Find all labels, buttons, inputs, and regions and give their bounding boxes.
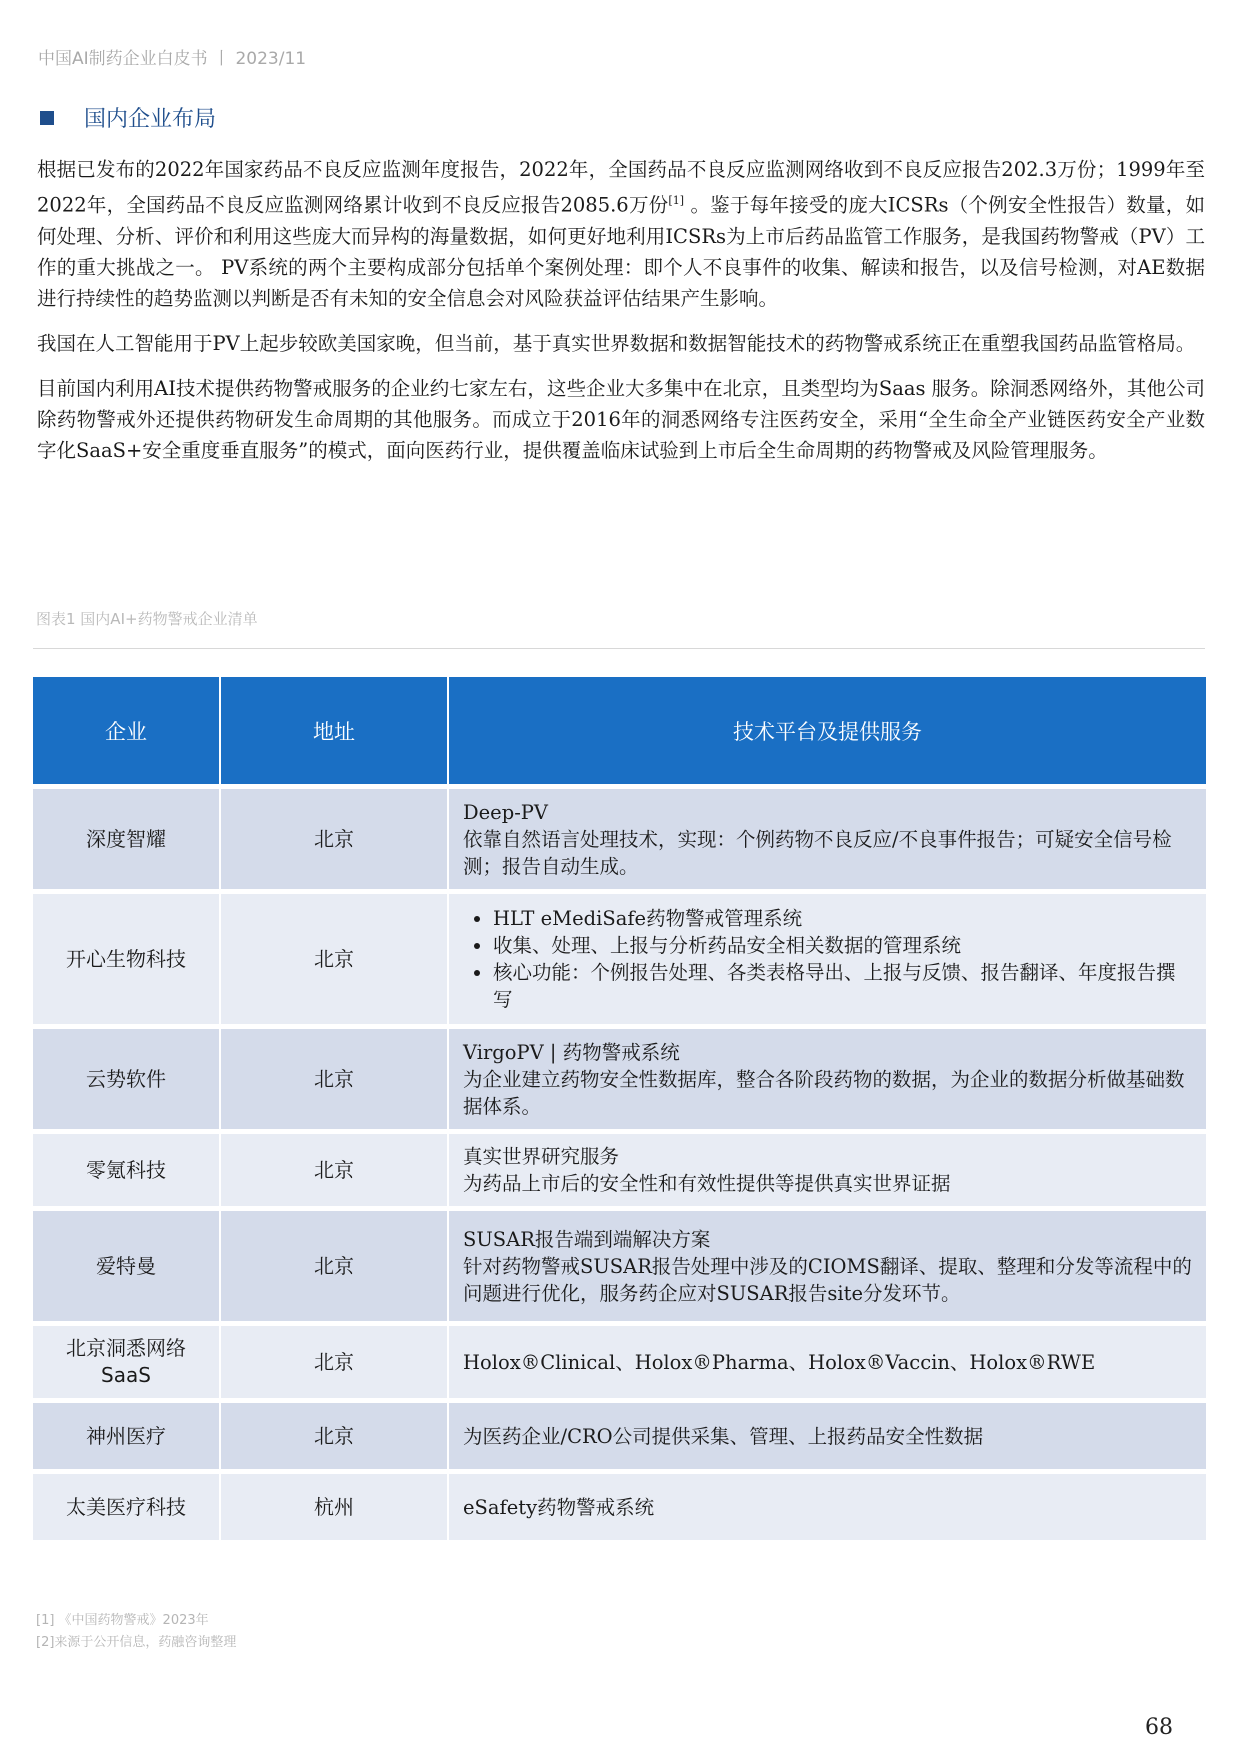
services-line: 真实世界研究服务 xyxy=(463,1145,620,1168)
paragraph-1-text-cont: 。鉴于每年接受的庞大ICSRs（个例安全性报告）数量，如何处理、分析、评价和利用这些庞大而异构的海量数据，如何更好地利用ICSRs为上市后药品监管工作服务，是我国药物警戒（PV）工作的重大挑战之一。 PV系统的两个主要构成部分包括单个案例处理：即个人不良事件的收集、解读和报告，以及信号检测，对AE数据进行持续性的趋势监测以判断是否有未知的安全信息会对风险获益评估结果产生影响。 xyxy=(37,193,1206,310)
services-line: Holox®Clinical、Holox®Pharma、Holox®Vaccin、Holox®RWE xyxy=(463,1350,1096,1374)
services-cell xyxy=(449,1403,1206,1469)
list-item: • HLT eMediSafe药物警戒管理系统 xyxy=(493,905,1194,932)
address-cell: 北京 xyxy=(221,1029,449,1129)
footnote-2: [2]来源于公开信息，药融咨询整理 xyxy=(36,1635,237,1650)
address-cell: 北京 xyxy=(221,789,449,889)
services-line: 依靠自然语言处理技术，实现：个例药物不良反应/不良事件报告；可疑安全信号检测；报告自动生成。 xyxy=(463,827,1172,878)
address-cell: 北京 xyxy=(221,1134,449,1206)
paragraph-2: 我国在人工智能用于PV上起步较欧美国家晚，但当前，基于真实世界数据和数据智能技术的药物警戒系统正在重塑我国药品监管格局。 xyxy=(37,331,1196,355)
address-cell: 北京 xyxy=(221,894,449,1024)
footnote-1: [1] 《中国药物警戒》2023年 xyxy=(36,1613,209,1628)
services-cell xyxy=(449,1474,1206,1540)
address-cell: 北京 xyxy=(221,1326,449,1398)
table-row xyxy=(33,1474,1206,1540)
table-header-row xyxy=(33,677,1206,784)
paragraph-1 xyxy=(37,154,1205,314)
services-line: SUSAR报告端到端解决方案 xyxy=(463,1227,711,1251)
services-line: 为企业建立药物安全性数据库，整合各阶段药物的数据，为企业的数据分析做基础数据体系。 xyxy=(463,1067,1185,1118)
company-table xyxy=(33,672,1206,1545)
services-line: Deep-PV xyxy=(463,800,548,824)
services-cell xyxy=(449,1134,1206,1206)
table-row xyxy=(33,1326,1206,1398)
services-line: 为医药企业/CRO公司提供采集、管理、上报药品安全性数据 xyxy=(463,1424,984,1448)
services-cell xyxy=(449,1326,1206,1398)
company-cell: 云势软件 xyxy=(33,1029,221,1129)
services-line: VirgoPV | 药物警戒系统 xyxy=(463,1040,680,1064)
square-bullet-icon xyxy=(40,111,54,125)
services-cell xyxy=(449,894,1206,1024)
page-header: 中国AI制药企业白皮书 丨 2023/11 xyxy=(38,49,307,69)
address-cell: 北京 xyxy=(221,1211,449,1321)
table-row xyxy=(33,1134,1206,1206)
table-row xyxy=(33,894,1206,1024)
services-line: 针对药物警戒SUSAR报告处理中涉及的CIOMS翻译、提取、整理和分发等流程中的问题进行优化，服务药企应对SUSAR报告site分发环节。 xyxy=(463,1254,1192,1305)
page-number: 68 xyxy=(1145,1715,1173,1740)
services-cell xyxy=(449,789,1206,889)
address-cell: 北京 xyxy=(221,1403,449,1469)
company-cell: 北京洞悉网络 SaaS xyxy=(33,1326,221,1398)
company-cell: 爱特曼 xyxy=(33,1211,221,1321)
body-text xyxy=(37,154,1205,480)
divider xyxy=(33,648,1205,649)
paragraph-3: 目前国内利用AI技术提供药物警戒服务的企业约七家左右，这些企业大多集中在北京，且类型均为Saas 服务。除洞悉网络外，其他公司除药物警戒外还提供药物研发生命周期的其他服务。而成立于2016年的洞悉网络专注医药安全，采用“全生命全产业链医药安全产业数字化SaaS+安全重度垂直服务”的模式，面向医药行业，提供覆盖临床试验到上市后全生命周期的药物警戒及风险管理服务。 xyxy=(37,376,1205,462)
footnote-ref[interactable]: [1] xyxy=(668,194,685,207)
list-item: • 核心功能：个例报告处理、各类表格导出、上报与反馈、报告翻译、年度报告撰写 xyxy=(493,959,1194,1013)
services-line: 为药品上市后的安全性和有效性提供等提供真实世界证据 xyxy=(463,1172,951,1195)
services-bullet-list xyxy=(463,905,1194,1013)
section-title-text: 国内企业布局 xyxy=(84,107,217,132)
table-row xyxy=(33,1029,1206,1129)
company-cell: 开心生物科技 xyxy=(33,894,221,1024)
services-line: eSafety药物警戒系统 xyxy=(463,1495,655,1519)
paragraph-1-text: 根据已发布的2022年国家药品不良反应监测年度报告，2022年，全国药品不良反应监测网络收到不良反应报告202.3万份；1999年至2022年，全国药品不良反应监测网络累计收到不良反应报告2085.6万份 xyxy=(37,158,1205,217)
company-cell: 神州医疗 xyxy=(33,1403,221,1469)
company-cell: 太美医疗科技 xyxy=(33,1474,221,1540)
section-title xyxy=(40,102,216,133)
services-cell xyxy=(449,1029,1206,1129)
list-item: • 收集、处理、上报与分析药品安全相关数据的管理系统 xyxy=(493,932,1194,959)
table-row xyxy=(33,789,1206,889)
header-company: 企业 xyxy=(33,677,221,784)
header-services: 技术平台及提供服务 xyxy=(449,677,1206,784)
figure-caption: 图表1 国内AI+药物警戒企业清单 xyxy=(36,610,258,628)
header-address: 地址 xyxy=(221,677,449,784)
address-cell: 杭州 xyxy=(221,1474,449,1540)
services-cell xyxy=(449,1211,1206,1321)
company-cell: 深度智耀 xyxy=(33,789,221,889)
company-cell: 零氪科技 xyxy=(33,1134,221,1206)
table-row xyxy=(33,1211,1206,1321)
footnotes xyxy=(36,1610,236,1654)
table-row xyxy=(33,1403,1206,1469)
